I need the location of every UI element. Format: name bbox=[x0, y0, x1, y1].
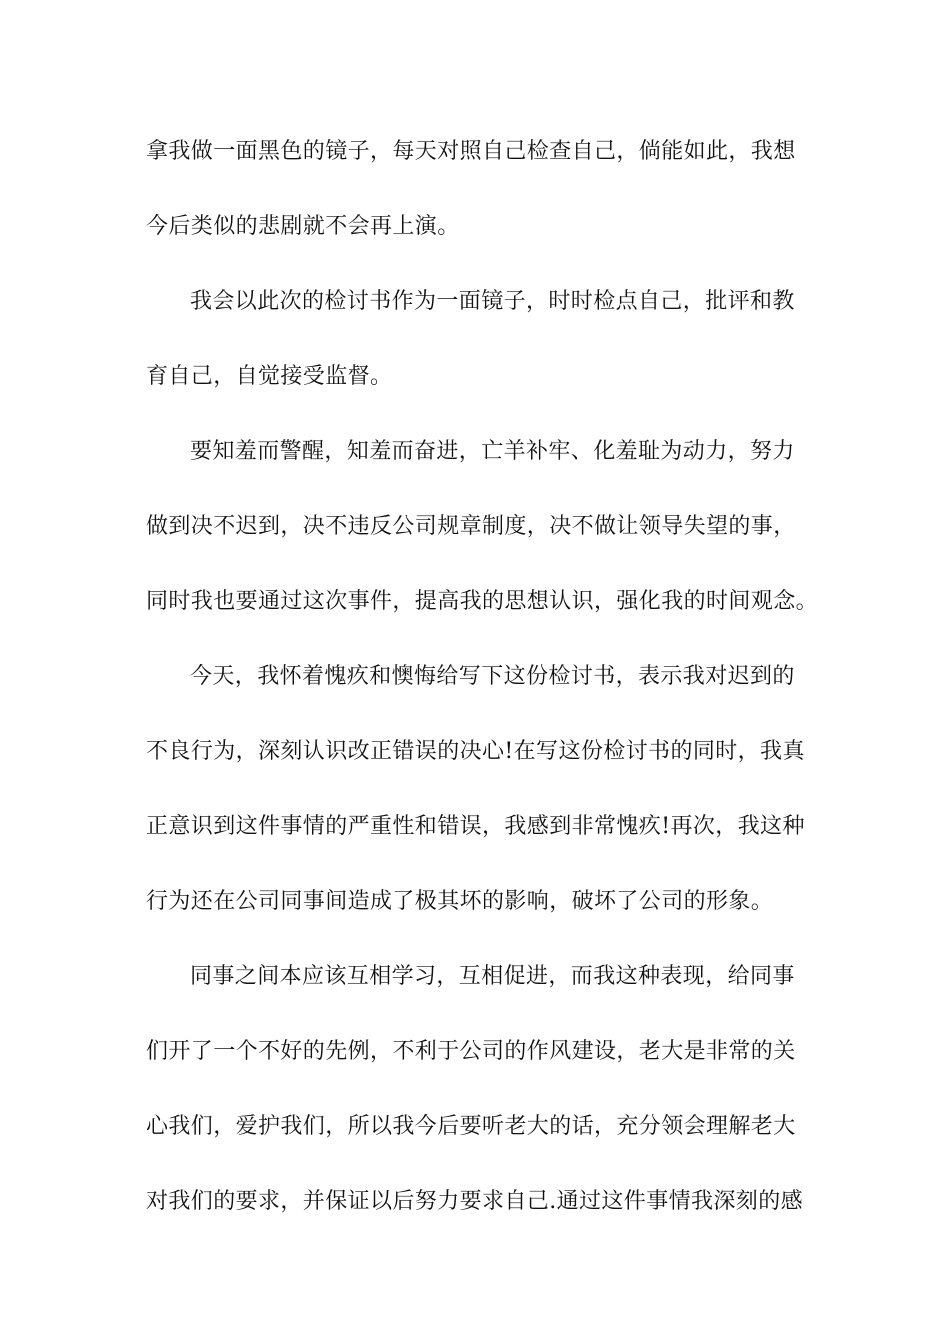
text-line: 正意识到这件事情的严重性和错误，我感到非常愧疚!再次，我这种 bbox=[146, 814, 805, 839]
paragraph-first-line: 同事之间本应该互相学习，互相促进，而我这种表现，给同事 bbox=[190, 964, 795, 989]
text-line: 行为还在公司同事间造成了极其坏的影响，破坏了公司的形象。 bbox=[146, 889, 774, 914]
text-line: 育自己，自觉接受监督。 bbox=[146, 364, 393, 389]
text-line: 们开了一个不好的先例，不利于公司的作风建设，老大是非常的关 bbox=[146, 1039, 796, 1064]
text-line: 对我们的要求，并保证以后努力要求自己.通过这件事情我深刻的感 bbox=[146, 1189, 803, 1214]
paragraph-first-line: 要知羞而警醒，知羞而奋进，亡羊补牢、化羞耻为动力，努力 bbox=[190, 439, 795, 464]
paragraph-first-line: 我会以此次的检讨书作为一面镜子，时时检点自己，批评和教 bbox=[190, 289, 795, 314]
text-line: 心我们，爱护我们，所以我今后要听老大的话，充分领会理解老大 bbox=[146, 1114, 796, 1139]
text-line: 今后类似的悲剧就不会再上演。 bbox=[146, 214, 460, 239]
text-line: 做到决不迟到，决不违反公司规章制度，决不做让领导失望的事， bbox=[146, 514, 796, 539]
text-line: 拿我做一面黑色的镜子，每天对照自己检查自己，倘能如此，我想 bbox=[146, 139, 796, 164]
text-line: 不良行为，深刻认识改正错误的决心!在写这份检讨书的同时，我真 bbox=[146, 739, 805, 764]
paragraph-first-line: 今天，我怀着愧疚和懊悔给写下这份检讨书，表示我对迟到的 bbox=[190, 664, 795, 689]
text-line: 同时我也要通过这次事件，提高我的思想认识，强化我的时间观念。 bbox=[146, 589, 819, 614]
